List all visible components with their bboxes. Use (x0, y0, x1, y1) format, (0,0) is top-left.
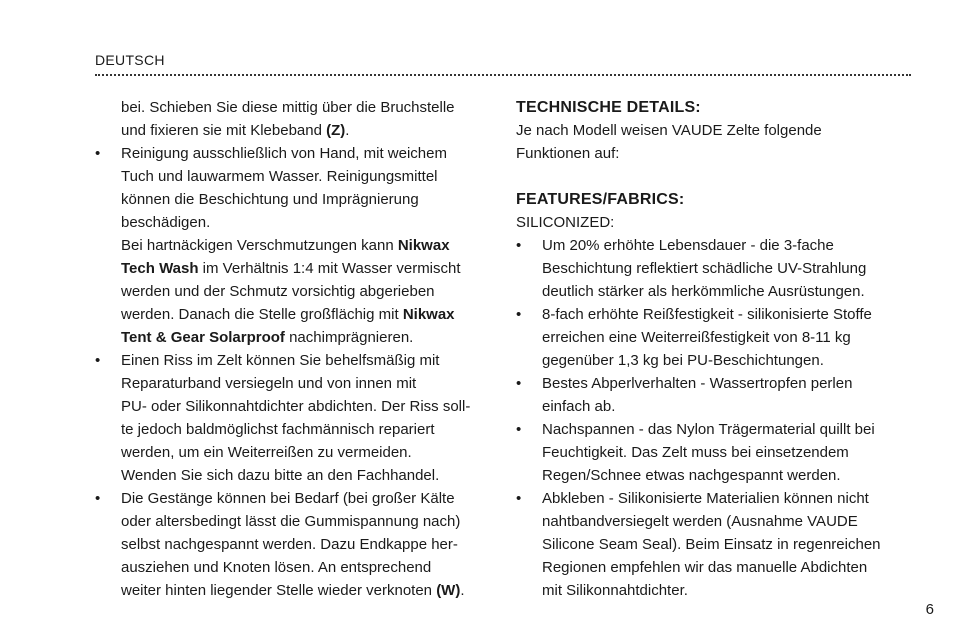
bullet-marker: • (516, 490, 522, 507)
figure-ref-z: (Z) (326, 122, 346, 139)
feature-item: • Abkleben - Silikonisierte Materialien können nicht nahtbandversiegelt werden (Ausnahme VAUDE Silicone Seam Seal). Beim Einsatz in regenreichen Regionen empfehlen wir das manuelle Abdichten mit Silikonnahtdichter. (516, 487, 911, 602)
product-name: Tech Wash (121, 260, 199, 277)
bullet-marker: • (516, 237, 522, 254)
bullet-marker: • (95, 352, 101, 369)
continued-text-line: bei. Schieben Sie diese mittig über die Bruchstelle (121, 99, 455, 116)
bullet-item-poles: • Die Gestänge können bei Bedarf (bei großer Kälte oder altersbedingt lässt die Gummispannung nach) selbst nachgespannt werden. Dazu Endkappe her- ausziehen und Knoten lösen. An entsprechend weiter hinten liegender Stelle wieder verknoten (W). (95, 487, 505, 602)
dotted-divider (95, 74, 911, 76)
section-language-label: DEUTSCH (95, 52, 165, 68)
figure-ref-w: (W) (436, 582, 461, 599)
technical-details-heading: TECHNISCHE DETAILS: (516, 99, 701, 116)
bullet-item-cleaning: • Reinigung ausschließlich von Hand, mit weichem Tuch und lauwarmem Wasser. Reinigungsmittel können die Beschichtung und Imprägnierung beschädigen. Bei hartnäckigen Verschmutzungen kann Nikwax Tech Wash im Verhältnis 1:4 mit Wasser vermischt werden und der Schmutz vorsichtig abgerieben werden. Danach die Stelle großflächig mit Nikwax Tent & Gear Solarproof nachimprägnieren. (95, 142, 505, 349)
bullet-marker: • (516, 375, 522, 392)
bullet-item-tear-repair: • Einen Riss im Zelt können Sie behelfsmäßig mit Reparaturband versiegeln und von innen mit PU- oder Silikonnahtdichter abdichten. Der Riss soll- te jedoch baldmöglichst fachmännisch repariert werden, um ein Weiterreißen zu vermeiden. Wenden Sie sich dazu bitte an den Fachhandel. (95, 349, 505, 487)
feature-item: • 8-fach erhöhte Reißfestigkeit - silikonisierte Stoffe erreichen eine Weiterreißfestigkeit von 8-11 kg gegenüber 1,3 kg bei PU-Beschichtungen. (516, 303, 911, 372)
right-column (516, 96, 911, 602)
bullet-marker: • (95, 490, 101, 507)
features-heading: FEATURES/FABRICS: (516, 191, 685, 208)
product-name: Tent & Gear Solarproof (121, 329, 285, 346)
feature-item: • Nachspannen - das Nylon Trägermaterial quillt bei Feuchtigkeit. Das Zelt muss bei einsetzendem Regen/Schnee etwas nachgespannt werden. (516, 418, 911, 487)
page-number: 6 (925, 601, 934, 618)
product-name: Nikwax (402, 306, 455, 323)
bullet-marker: • (95, 145, 101, 162)
feature-item: • Bestes Abperlverhalten - Wassertropfen perlen einfach ab. (516, 372, 911, 418)
feature-item: • Um 20% erhöhte Lebensdauer - die 3-fache Beschichtung reflektiert schädliche UV-Strahlung deutlich stärker als herkömmliche Ausrüstungen. (516, 234, 911, 303)
bullet-marker: • (516, 306, 522, 323)
continued-text-line: und fixieren sie mit Klebeband (Z). (121, 122, 350, 139)
paragraph-line: Funktionen auf: (516, 145, 620, 162)
left-column (95, 96, 505, 602)
bullet-marker: • (516, 421, 522, 438)
paragraph-line: Je nach Modell weisen VAUDE Zelte folgende (516, 122, 822, 139)
subheading: SILICONIZED: (516, 214, 615, 231)
product-name: Nikwax (397, 237, 450, 254)
